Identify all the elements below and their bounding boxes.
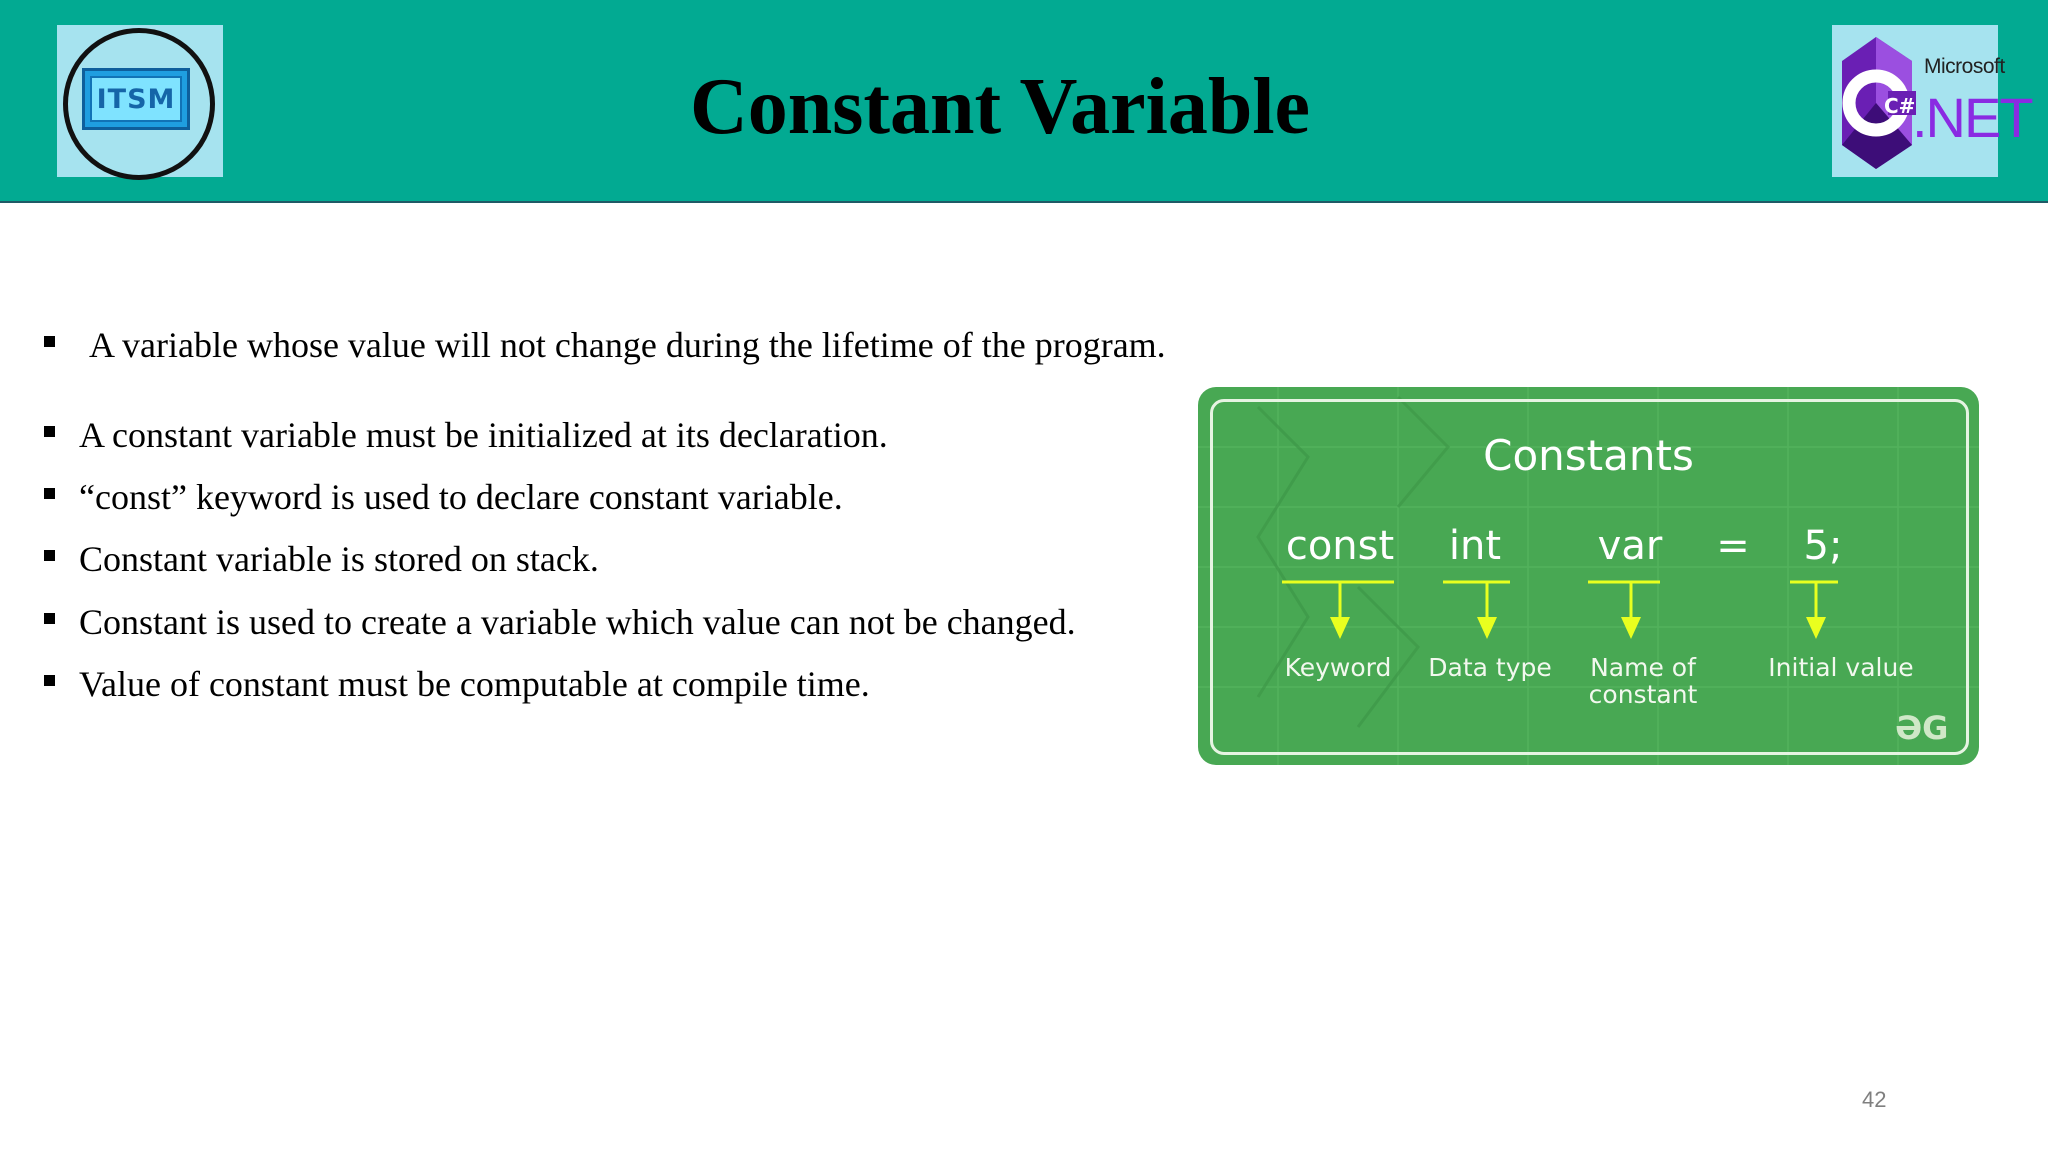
dotnet-logo — [1832, 25, 2032, 177]
label-name-line2: constant — [1588, 680, 1698, 709]
bullet-text: A variable whose value will not change during the lifetime of the program. — [89, 325, 1166, 365]
token-int: int — [1448, 523, 1502, 569]
bullet-square-icon — [44, 488, 55, 499]
csharp-glyph: C# — [1884, 94, 1916, 118]
bullet-square-icon — [44, 675, 55, 686]
csharp-hex-icon — [1836, 33, 1920, 173]
label-name-line1: Name of — [1590, 653, 1696, 682]
bullet-text: “const” keyword is used to declare constant variable. — [79, 477, 843, 517]
page-number: 42 — [1862, 1087, 1887, 1112]
slide-header — [0, 0, 2048, 203]
bullet-text: A constant variable must be initialized at its declaration. — [79, 415, 888, 455]
bullet-square-icon — [44, 336, 55, 347]
bullet-square-icon — [44, 426, 55, 437]
gg-watermark-logo: ƏG — [1895, 709, 1949, 747]
logo-text: ITSM — [90, 76, 182, 122]
microsoft-label: Microsoft — [1924, 55, 2005, 78]
label-keyword: Keyword — [1284, 653, 1392, 682]
token-var: var — [1597, 523, 1663, 569]
diagram-title: Constants — [1483, 431, 1694, 480]
constants-diagram — [1198, 387, 1979, 765]
bullet-square-icon — [44, 613, 55, 624]
bullet-text: Value of constant must be computable at compile time. — [79, 664, 870, 704]
bullet-square-icon — [44, 550, 55, 561]
bullet-text: Constant is used to create a variable which value can not be changed. — [79, 602, 1076, 642]
net-label: .NET — [1912, 86, 2032, 149]
label-initial-value: Initial value — [1768, 653, 1914, 682]
token-equals: = — [1716, 523, 1750, 569]
token-const: const — [1285, 523, 1395, 569]
label-name-of-constant — [1583, 654, 1703, 708]
bullet-text: Constant variable is stored on stack. — [79, 539, 599, 579]
token-value: 5; — [1803, 523, 1843, 569]
page-title: Constant Variable — [689, 63, 1311, 151]
label-data-type: Data type — [1428, 653, 1552, 682]
